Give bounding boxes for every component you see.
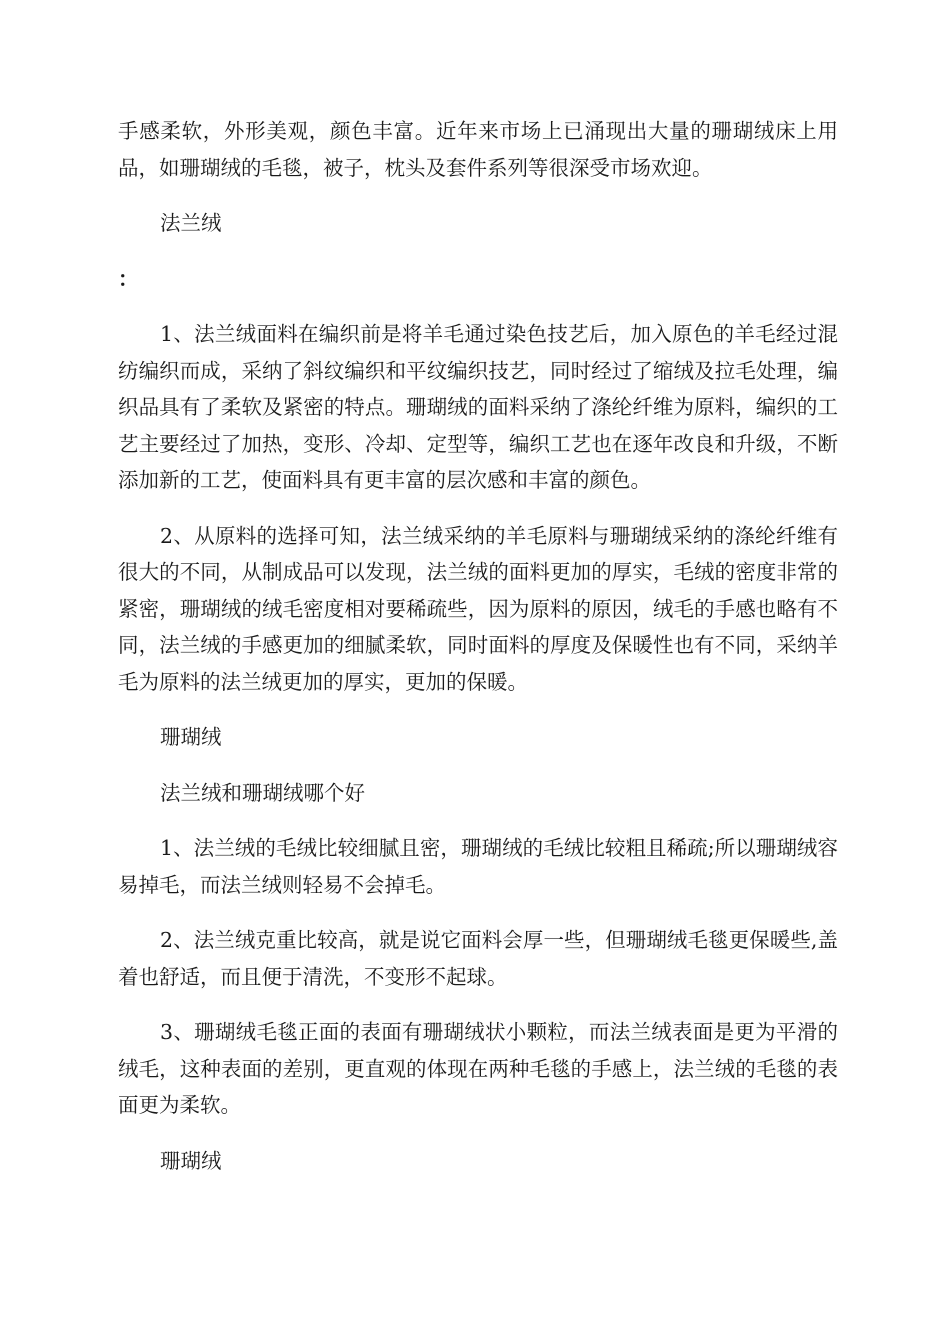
intro-paragraph: 手感柔软，外形美观，颜色丰富。近年来市场上已涌现出大量的珊瑚绒床上用品，如珊瑚绒的毛毯，被子，枕头及套件系列等很深受市场欢迎。	[118, 119, 838, 180]
compare-point-1: 1、法兰绒的毛绒比较细腻且密，珊瑚绒的毛绒比较粗且稀疏;所以珊瑚绒容易掉毛，而法兰绒则轻易不会掉毛。	[118, 836, 838, 897]
falanrong-point-2: 2、从原料的选择可知，法兰绒采纳的羊毛原料与珊瑚绒采纳的涤纶纤维有很大的不同，从制成品可以发现，法兰绒的面料更加的厚实，毛绒的密度非常的紧密，珊瑚绒的绒毛密度相对要稀疏些，因为原料的原因，绒毛的手感也略有不同，法兰绒的手感更加的细腻柔软，同时面料的厚度及保暖性也有不同，采纳羊毛为原料的法兰绒更加的厚实，更加的保暖。	[118, 523, 838, 694]
document-page	[118, 113, 838, 1198]
colon-line: ：	[118, 266, 139, 291]
heading-shanhurong-2: 珊瑚绒	[160, 1148, 222, 1173]
falanrong-point-1: 1、法兰绒面料在编织前是将羊毛通过染色技艺后，加入原色的羊毛经过混纺编织而成，采纳了斜纹编织和平纹编织技艺，同时经过了缩绒及拉毛处理，编织品具有了柔软及紧密的特点。珊瑚绒的面料采纳了涤纶纤维为原料，编织的工艺主要经过了加热，变形、冷却、定型等，编织工艺也在逐年改良和升级，不断添加新的工艺，使面料具有更丰富的层次感和丰富的颜色。	[118, 322, 838, 492]
heading-compare: 法兰绒和珊瑚绒哪个好	[160, 780, 365, 805]
compare-point-3: 3、珊瑚绒毛毯正面的表面有珊瑚绒状小颗粒，而法兰绒表面是更为平滑的绒毛，这种表面的差别，更直观的体现在两种毛毯的手感上，法兰绒的毛毯的表面更为柔软。	[118, 1020, 838, 1117]
heading-falanrong: 法兰绒	[160, 211, 222, 235]
compare-point-2: 2、法兰绒克重比较高，就是说它面料会厚一些，但珊瑚绒毛毯更保暖些,盖着也舒适，而且便于清洗，不变形不起球。	[118, 928, 838, 989]
heading-shanhurong-1: 珊瑚绒	[160, 725, 222, 749]
